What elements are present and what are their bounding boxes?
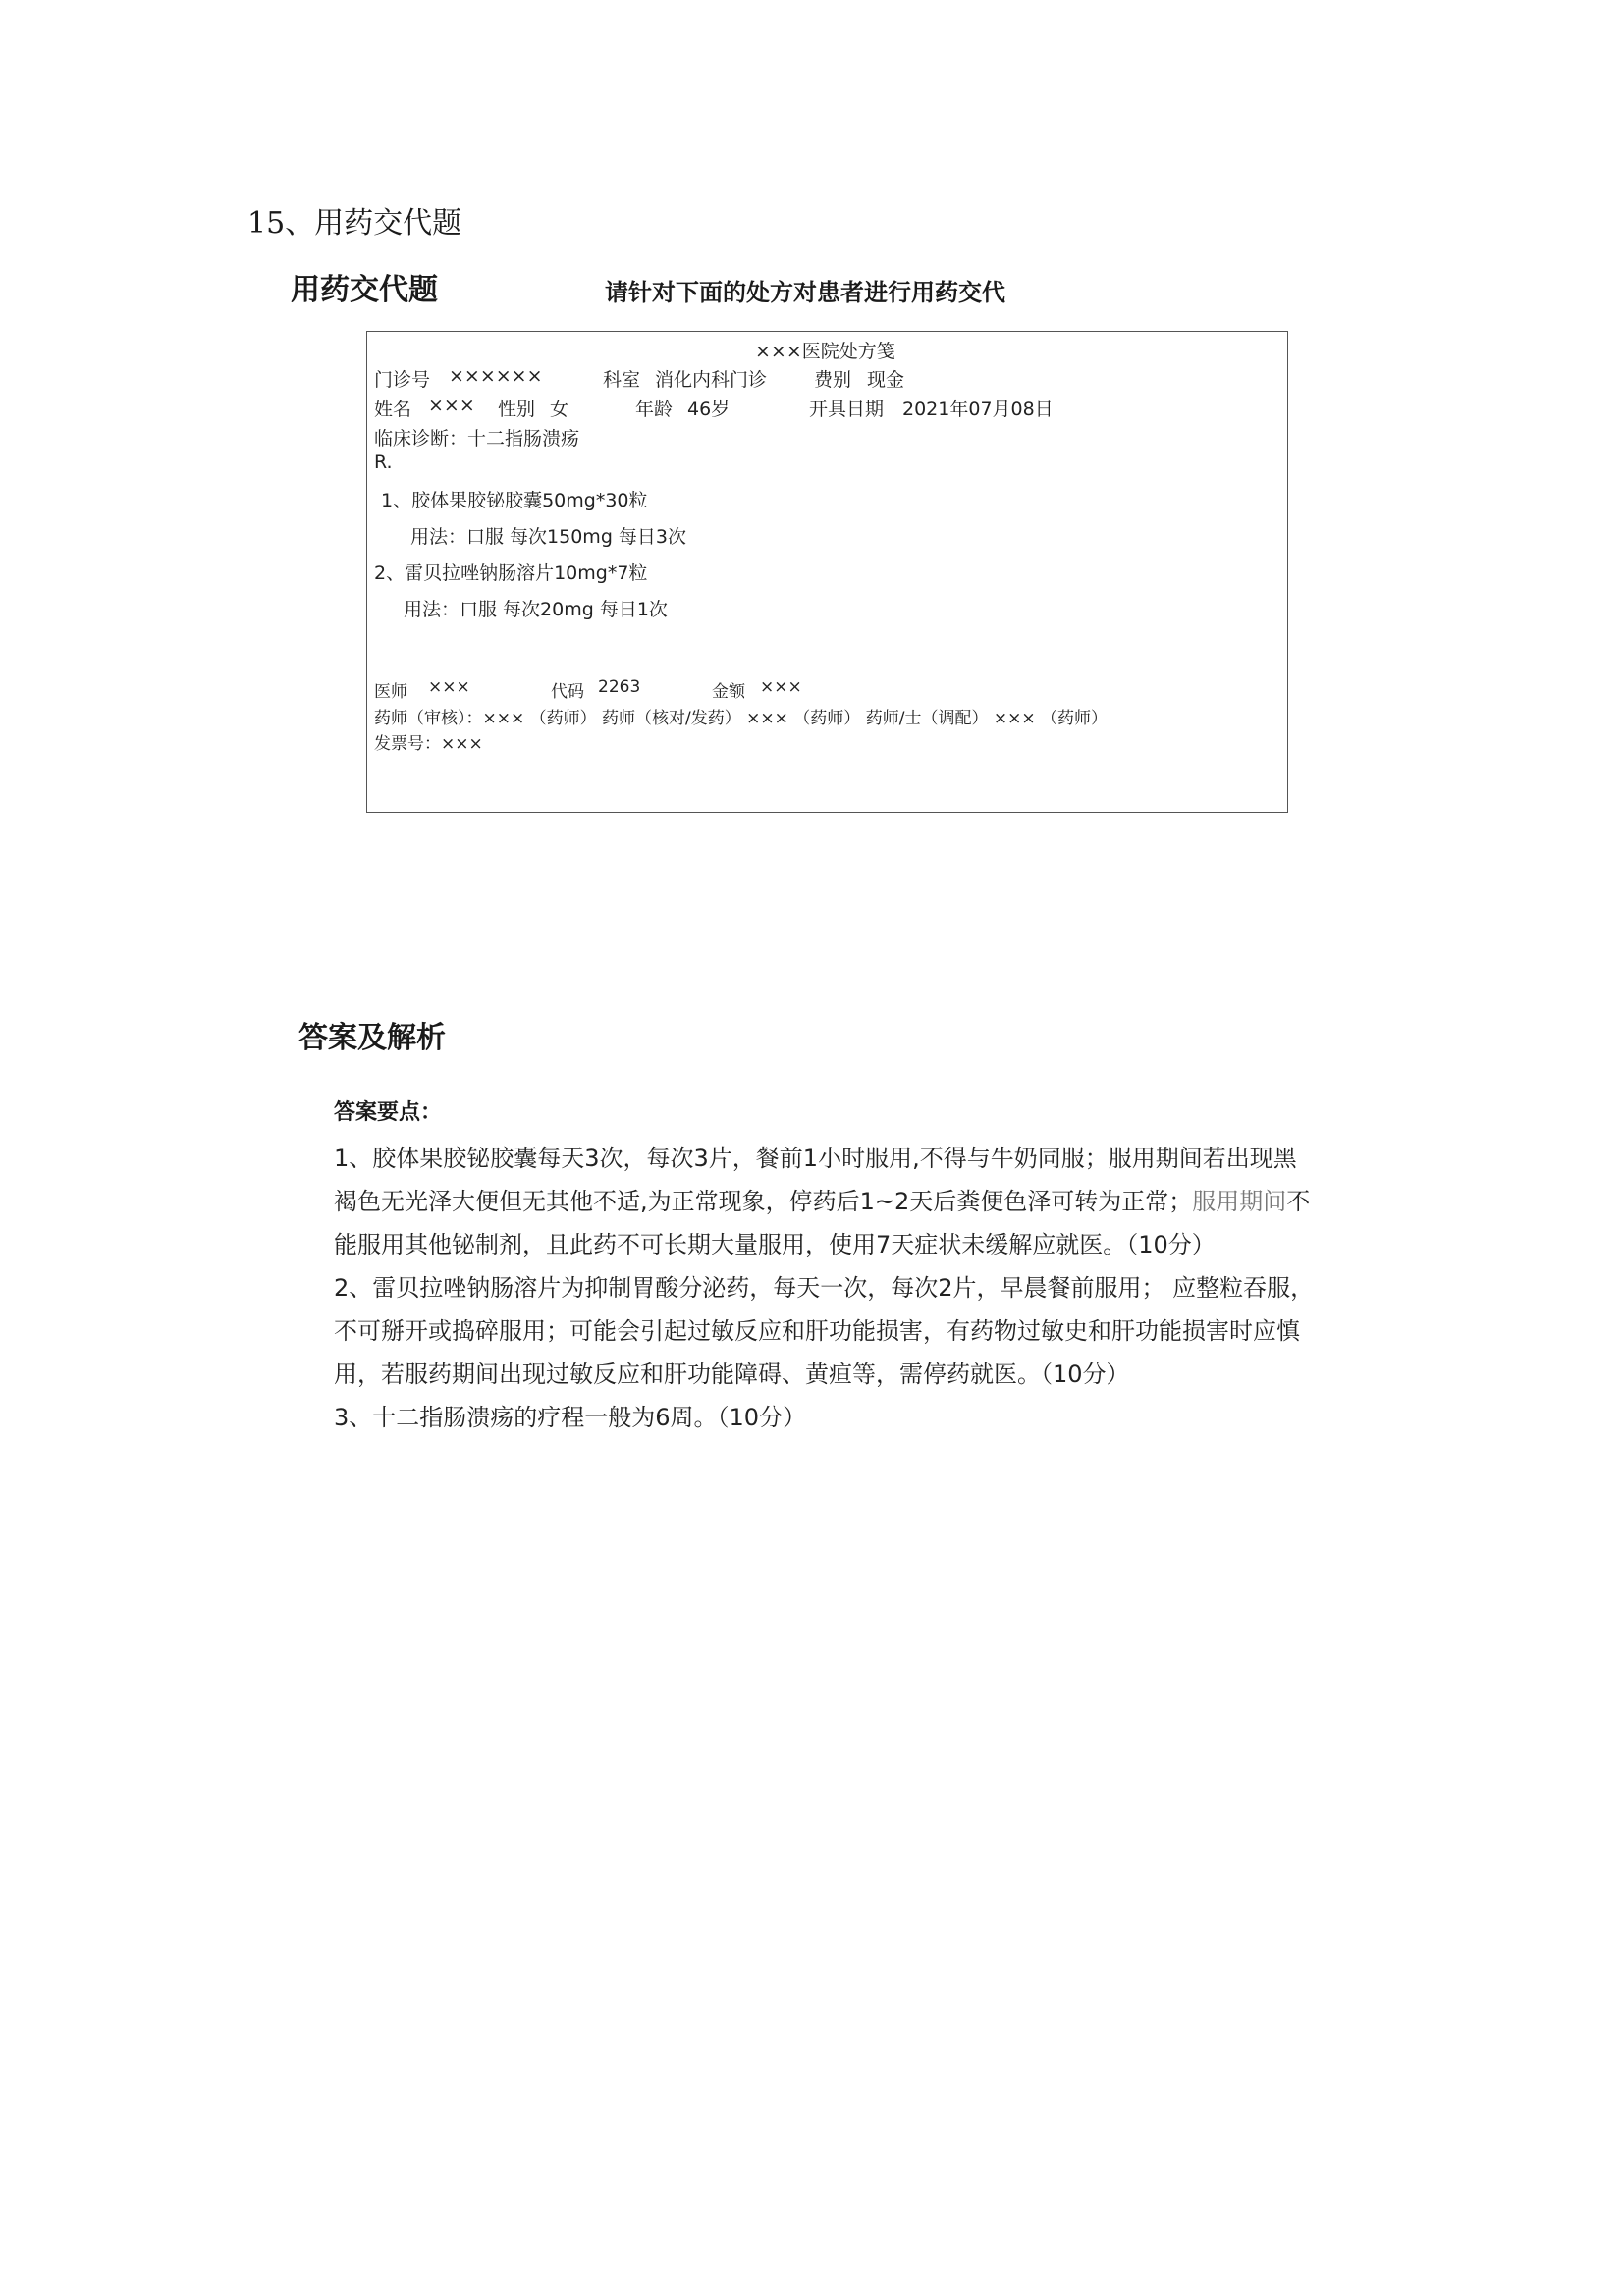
prescription-box <box>366 331 1288 813</box>
doctor-value: ××× <box>428 677 470 697</box>
drug-1: 1、胶体果胶铋胶囊50mg*30粒 <box>381 490 648 511</box>
invoice-no: 发票号：××× <box>374 734 483 754</box>
name-label: 姓名 <box>374 399 412 420</box>
instruction-text: 请针对下面的处方对患者进行用药交代 <box>605 279 1005 306</box>
name-value: ××× <box>428 395 475 416</box>
answer-line-1: 1、胶体果胶铋胶囊每天3次，每次3片，餐前1小时服用,不得与牛奶同服；服用期间若出现黑 <box>334 1145 1297 1172</box>
usage-2: 用法：口服 每次20mg 每日1次 <box>404 599 668 620</box>
prescription-title: ×××医院处方笺 <box>755 341 895 362</box>
question-heading: 15、用药交代题 <box>247 206 462 240</box>
diagnosis: 临床诊断：十二指肠溃疡 <box>374 428 580 450</box>
doctor-label: 医师 <box>374 682 407 702</box>
answer-line-4: 2、雷贝拉唑钠肠溶片为抑制胃酸分泌药，每天一次，每次2片，早晨餐前服用； 应整粒吞服， <box>334 1274 1315 1302</box>
answer-line-7: 3、十二指肠溃疡的疗程一般为6周。（10分） <box>334 1404 807 1431</box>
date-value: 2021年07月08日 <box>902 399 1054 420</box>
section-title: 用药交代题 <box>291 273 438 307</box>
sex-value: 女 <box>550 399 569 420</box>
fee-value: 现金 <box>867 369 905 391</box>
clinic-no-label: 门诊号 <box>374 369 431 391</box>
answer-line-6: 用，若服药期间出现过敏反应和肝功能障碍、黄疸等，需停药就医。（10分） <box>334 1361 1130 1388</box>
answer-line-2-faded: 服用期间 <box>1192 1188 1287 1215</box>
pharmacist-line: 药师（审核）：××× （药师） 药师（核对/发药） ××× （药师） 药师/士（调配） ××× （药师） <box>374 709 1108 728</box>
age-value: 46岁 <box>687 399 731 420</box>
answer-line-2-end: 不 <box>1286 1188 1311 1215</box>
sex-label: 性别 <box>498 399 536 420</box>
answer-line-2-main: 褐色无光泽大便但无其他不适,为正常现象，停药后1~2天后粪便色泽可转为正常； <box>334 1188 1193 1215</box>
code-label: 代码 <box>551 682 584 702</box>
answer-line-3: 能服用其他铋制剂，且此药不可长期大量服用，使用7天症状未缓解应就医。（10分） <box>334 1231 1216 1258</box>
usage-1: 用法：口服 每次150mg 每日3次 <box>410 526 687 548</box>
age-label: 年龄 <box>635 399 674 420</box>
date-label: 开具日期 <box>809 399 885 420</box>
drug-2: 2、雷贝拉唑钠肠溶片10mg*7粒 <box>374 562 648 584</box>
answer-line-5: 不可掰开或捣碎服用；可能会引起过敏反应和肝功能损害，有药物过敏史和肝功能损害时应慎 <box>334 1317 1300 1345</box>
answer-key-label: 答案要点： <box>334 1100 443 1125</box>
amount-value: ××× <box>760 677 802 697</box>
dept-value: 消化内科门诊 <box>655 369 768 391</box>
amount-label: 金额 <box>712 682 745 702</box>
answer-line-2 <box>334 1182 1310 1216</box>
dept-label: 科室 <box>603 369 641 391</box>
clinic-no-value: ×××××× <box>449 365 543 387</box>
fee-label: 费别 <box>814 369 852 391</box>
answer-title: 答案及解析 <box>298 1021 446 1055</box>
rx-symbol: R. <box>374 452 393 473</box>
code-value: 2263 <box>598 677 641 697</box>
